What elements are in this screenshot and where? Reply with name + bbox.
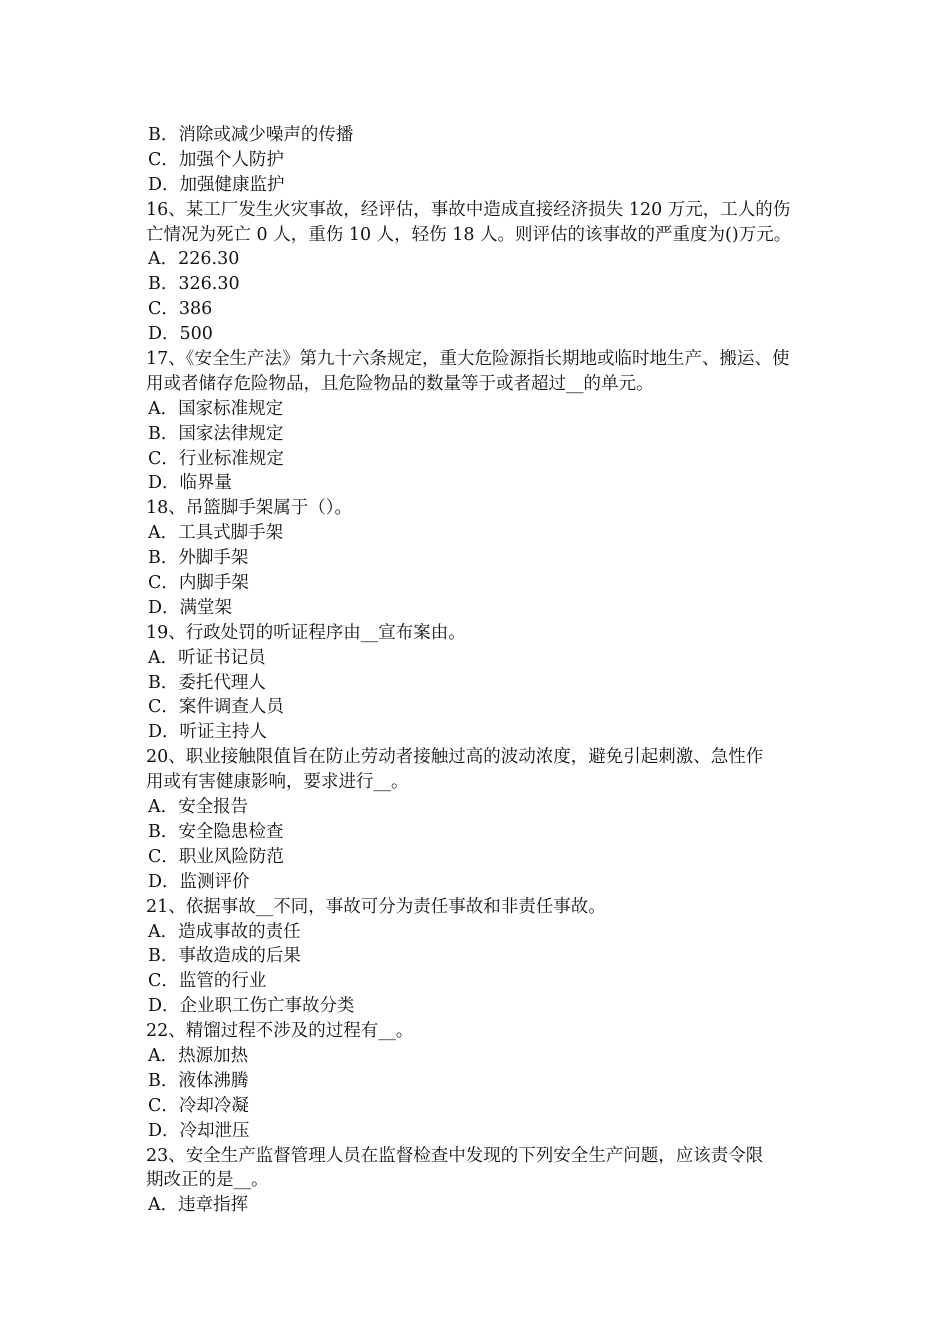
answer-option: D．临界量 bbox=[148, 473, 233, 494]
answer-option: D．加强健康监护 bbox=[148, 174, 285, 195]
question-text: 19、行政处罚的听证程序由__宣布案由。 bbox=[146, 622, 466, 643]
question-text-continued: 用或者储存危险物品，且危险物品的数量等于或者超过__的单元。 bbox=[146, 373, 654, 394]
answer-option: B．安全隐患检查 bbox=[148, 821, 284, 842]
answer-option: D．听证主持人 bbox=[148, 722, 268, 743]
answer-option: D．冷却泄压 bbox=[148, 1120, 250, 1141]
answer-option: B．事故造成的后果 bbox=[148, 946, 301, 967]
question-text: 22、精馏过程不涉及的过程有__。 bbox=[146, 1021, 414, 1042]
question-list bbox=[146, 123, 810, 1218]
answer-option: C．行业标准规定 bbox=[148, 448, 284, 469]
answer-option: C．监管的行业 bbox=[148, 971, 267, 992]
answer-option: B．326.30 bbox=[148, 274, 240, 295]
answer-option: C．386 bbox=[148, 299, 213, 320]
answer-option: B．委托代理人 bbox=[148, 672, 266, 693]
answer-option: C．内脚手架 bbox=[148, 573, 249, 594]
question-text-continued: 用或有害健康影响，要求进行__。 bbox=[146, 772, 409, 793]
answer-option: A．热源加热 bbox=[148, 1045, 249, 1066]
question-text-continued: 亡情况为死亡 0 人，重伤 10 人，轻伤 18 人。则评估的该事故的严重度为()万元。 bbox=[146, 224, 792, 245]
question-text: 20、职业接触限值旨在防止劳动者接触过高的波动浓度，避免引起刺激、急性作 bbox=[146, 747, 764, 768]
question-text: 17、《安全生产法》第九十六条规定，重大危险源指长期地或临时地生产、搬运、使 bbox=[146, 349, 790, 370]
answer-option: D．企业职工伤亡事故分类 bbox=[148, 996, 355, 1017]
answer-option: D．监测评价 bbox=[148, 871, 250, 892]
answer-option: A．国家标准规定 bbox=[148, 398, 284, 419]
answer-option: D．500 bbox=[148, 324, 213, 345]
answer-option: A．听证书记员 bbox=[148, 647, 266, 668]
answer-option: B．外脚手架 bbox=[148, 548, 249, 569]
answer-option: A．226.30 bbox=[148, 249, 240, 270]
answer-option: A．违章指挥 bbox=[148, 1195, 249, 1216]
answer-option: C．案件调查人员 bbox=[148, 697, 284, 718]
answer-option: B．液体沸腾 bbox=[148, 1070, 249, 1091]
answer-option: C．加强个人防护 bbox=[148, 149, 284, 170]
question-text: 18、吊篮脚手架属于（）。 bbox=[146, 498, 353, 519]
answer-option: C．职业风险防范 bbox=[148, 846, 284, 867]
answer-option: B．消除或减少噪声的传播 bbox=[148, 125, 354, 145]
question-text: 21、依据事故__不同，事故可分为责任事故和非责任事故。 bbox=[146, 896, 606, 917]
answer-option: B．国家法律规定 bbox=[148, 423, 284, 444]
answer-option: A．安全报告 bbox=[148, 797, 249, 818]
question-text: 16、某工厂发生火灾事故，经评估，事故中造成直接经济损失 120 万元，工人的伤 bbox=[146, 199, 791, 220]
question-text: 23、安全生产监督管理人员在监督检查中发现的下列安全生产问题，应该责令限 bbox=[146, 1145, 764, 1166]
answer-option: A．造成事故的责任 bbox=[148, 921, 301, 942]
answer-option: C．冷却冷凝 bbox=[148, 1095, 249, 1116]
answer-option: A．工具式脚手架 bbox=[148, 523, 284, 544]
question-text-continued: 期改正的是__。 bbox=[146, 1170, 269, 1191]
answer-option: D．满堂架 bbox=[148, 597, 233, 618]
